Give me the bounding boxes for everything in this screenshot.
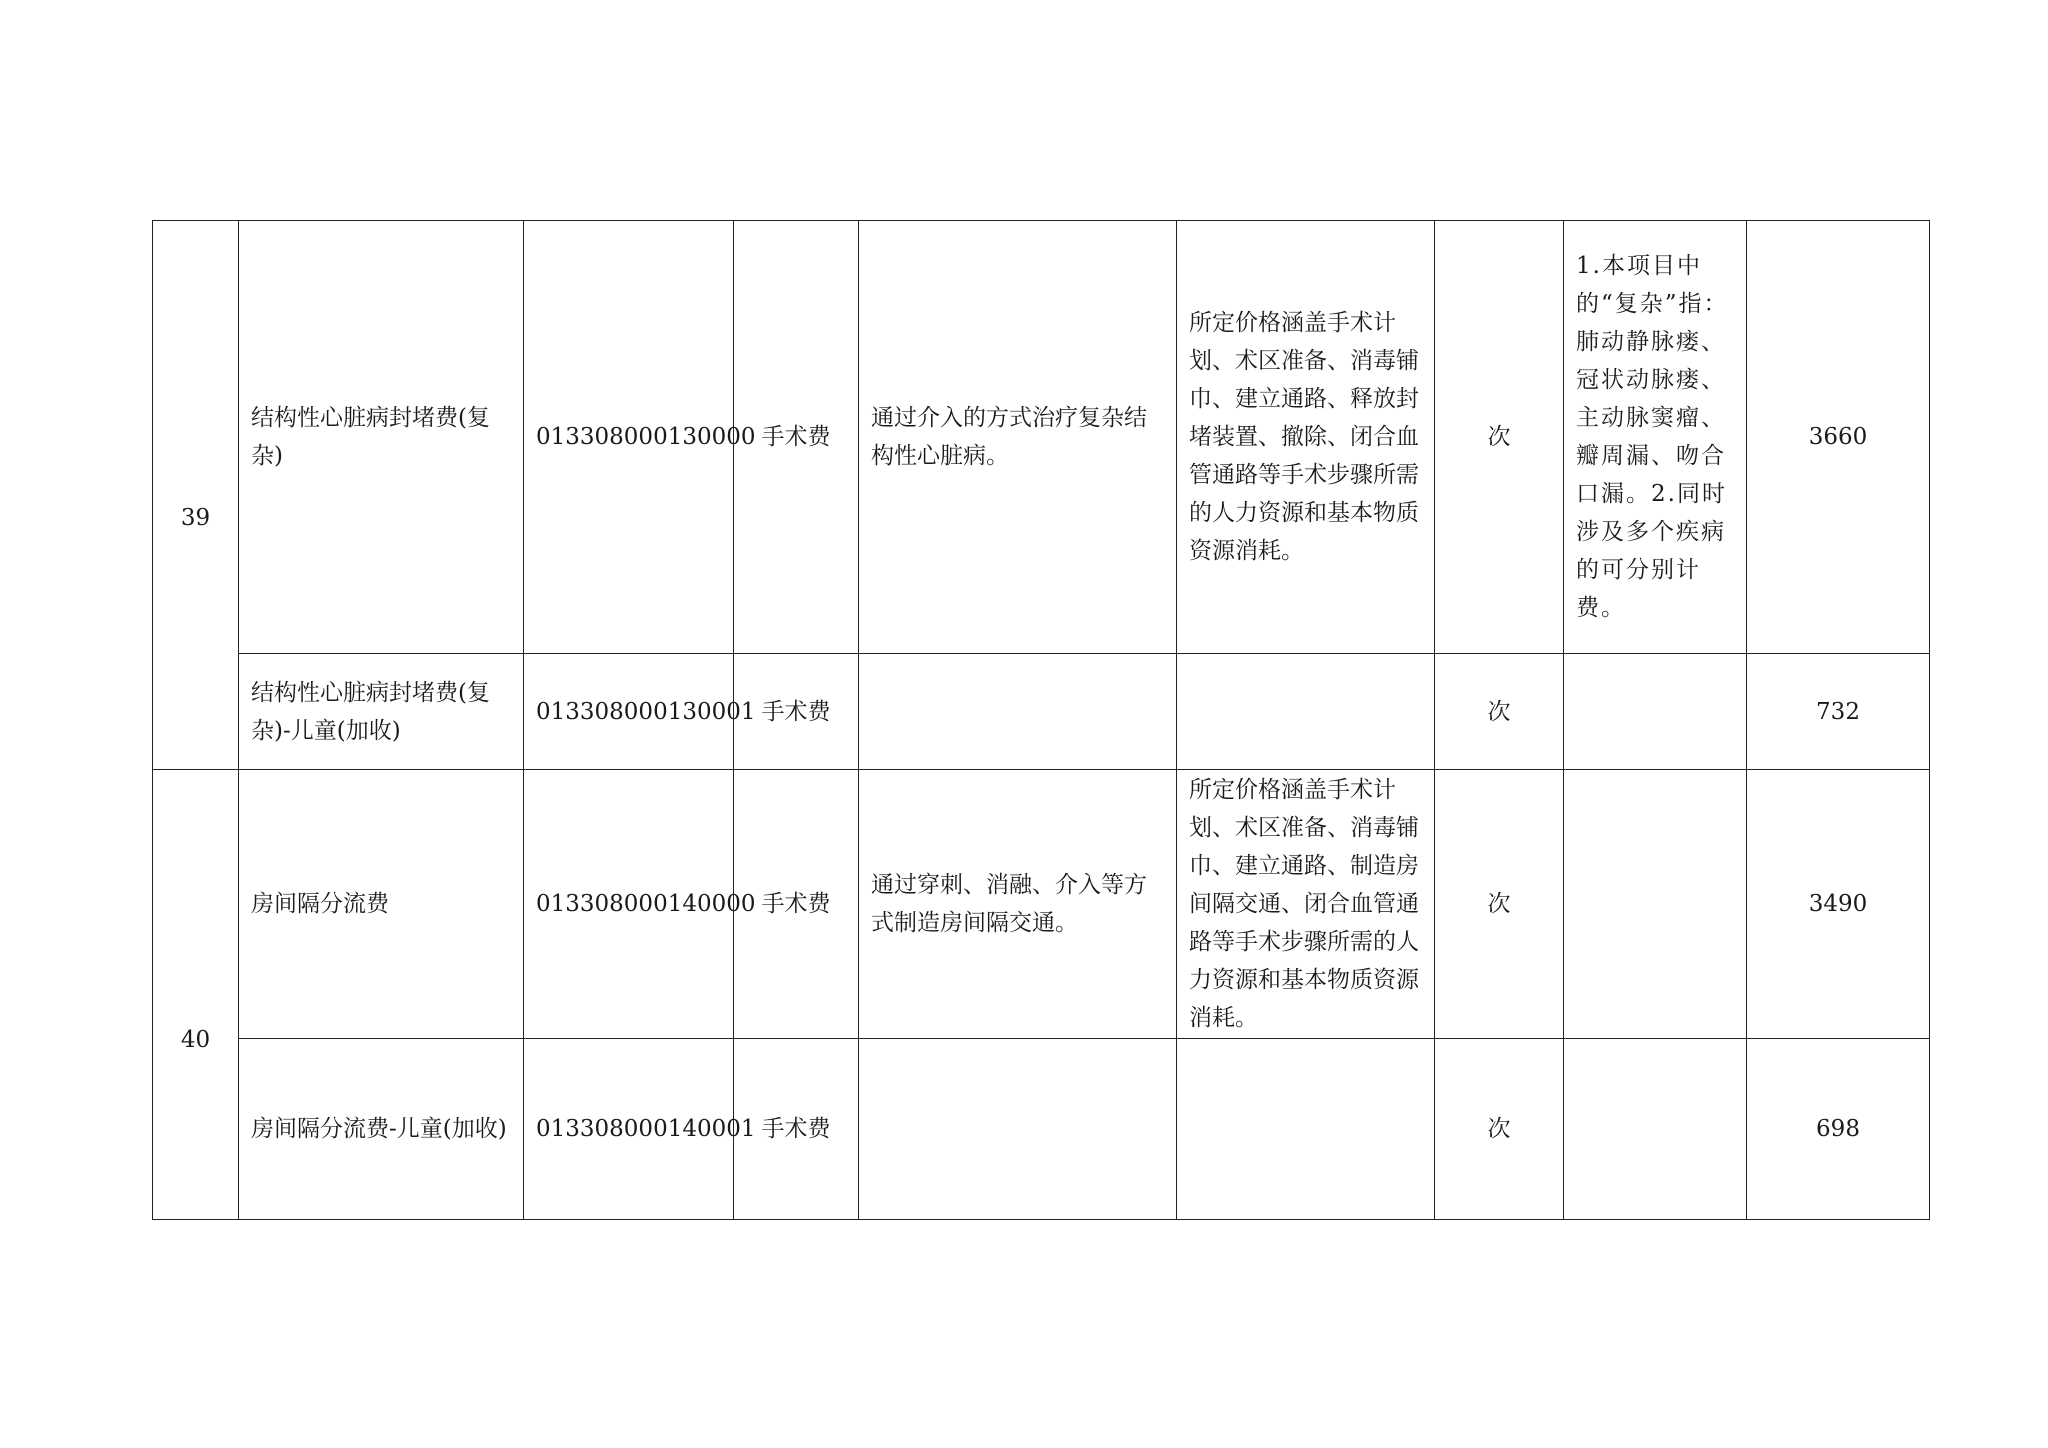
price-table	[152, 220, 1930, 1220]
item-price: 3660	[1747, 221, 1930, 654]
item-note	[1564, 770, 1747, 1039]
item-category: 手术费	[734, 221, 859, 654]
item-note	[1564, 654, 1747, 770]
item-unit: 次	[1435, 221, 1564, 654]
item-category: 手术费	[734, 770, 859, 1039]
item-scope	[1177, 1039, 1435, 1220]
item-scope: 所定价格涵盖手术计划、术区准备、消毒铺巾、建立通路、制造房间隔交通、闭合血管通路等手术步骤所需的人力资源和基本物质资源消耗。	[1177, 770, 1435, 1039]
item-price: 3490	[1747, 770, 1930, 1039]
item-scope	[1177, 654, 1435, 770]
item-code: 013308000130000	[524, 221, 734, 654]
item-name: 房间隔分流费-儿童(加收)	[239, 1039, 524, 1220]
item-number: 39	[153, 221, 239, 770]
item-note: 1.本项目中的“复杂”指：肺动静脉瘘、冠状动脉瘘、主动脉窦瘤、瓣周漏、吻合口漏。2.同时涉及多个疾病的可分别计费。	[1564, 221, 1747, 654]
item-description	[859, 654, 1177, 770]
table-row	[153, 1039, 1930, 1220]
item-note	[1564, 1039, 1747, 1220]
item-scope: 所定价格涵盖手术计划、术区准备、消毒铺巾、建立通路、释放封堵装置、撤除、闭合血管通路等手术步骤所需的人力资源和基本物质资源消耗。	[1177, 221, 1435, 654]
item-unit: 次	[1435, 1039, 1564, 1220]
item-code: 013308000130001	[524, 654, 734, 770]
item-name: 房间隔分流费	[239, 770, 524, 1039]
table-row	[153, 221, 1930, 654]
item-description	[859, 1039, 1177, 1220]
item-name: 结构性心脏病封堵费(复杂)	[239, 221, 524, 654]
item-price: 698	[1747, 1039, 1930, 1220]
table-row	[153, 770, 1930, 1039]
item-category: 手术费	[734, 1039, 859, 1220]
item-description: 通过介入的方式治疗复杂结构性心脏病。	[859, 221, 1177, 654]
item-number: 40	[153, 770, 239, 1220]
item-description: 通过穿刺、消融、介入等方式制造房间隔交通。	[859, 770, 1177, 1039]
item-name: 结构性心脏病封堵费(复杂)-儿童(加收)	[239, 654, 524, 770]
item-price: 732	[1747, 654, 1930, 770]
item-code: 013308000140001	[524, 1039, 734, 1220]
item-category: 手术费	[734, 654, 859, 770]
table-row	[153, 654, 1930, 770]
item-unit: 次	[1435, 654, 1564, 770]
item-code: 013308000140000	[524, 770, 734, 1039]
item-unit: 次	[1435, 770, 1564, 1039]
